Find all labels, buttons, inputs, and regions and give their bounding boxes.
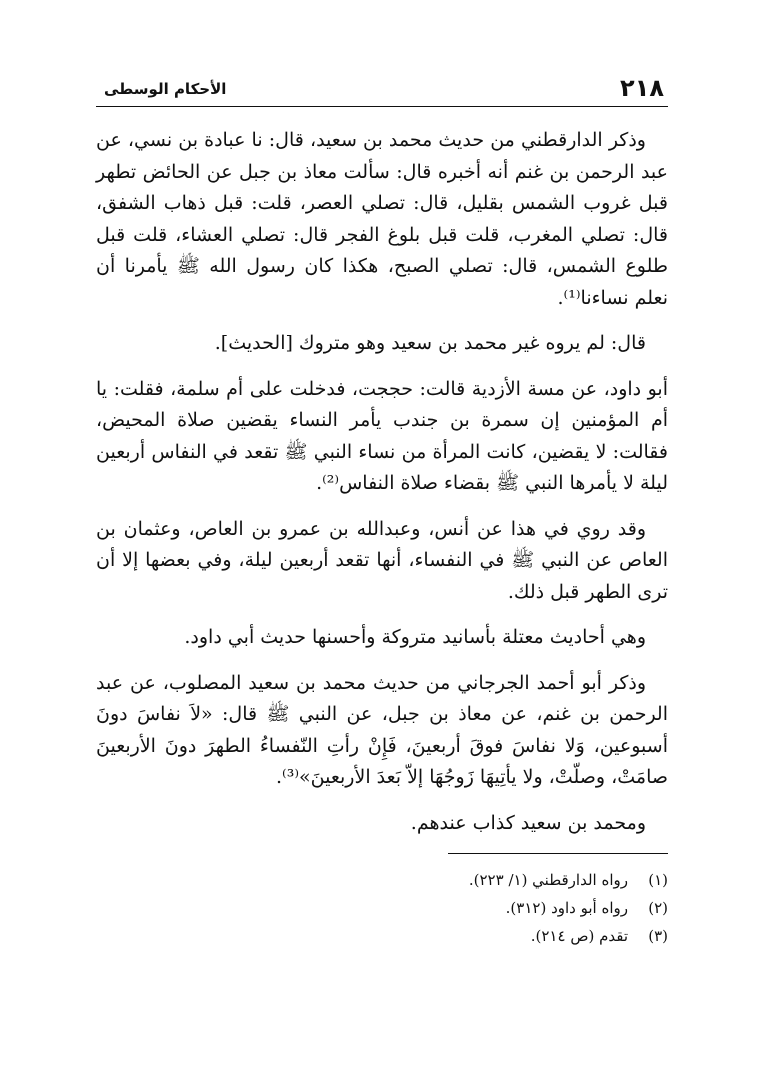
footnote-number: (٣)	[648, 927, 668, 945]
page-number: ٢١٨	[620, 74, 664, 102]
running-title: الأحكام الوسطى	[104, 80, 227, 98]
footnote-item	[96, 922, 668, 950]
page-header	[96, 62, 668, 107]
paragraph-other-narrations: وقد روي في هذا عن أنس، وعبدالله بن عمرو بن العاص، وعثمان بن العاص عن النبي ﷺ في النفساء، أنها تقعد أربعين ليلة، وفي بعضها إلا أن ترى الطهر قبل ذلك.	[96, 517, 668, 603]
paragraph-verdict: ومحمد بن سعيد كذاب عندهم.	[410, 811, 646, 834]
paragraph-daraqutni: وذكر الدارقطني من حديث محمد بن سعيد، قال: نا عبادة بن نسي، عن عبد الرحمن بن غنم أنه أخبره قال: سألت معاذ بن جبل عن الحائض تطهر قبل غروب الشمس بقليل، قال: تصلي العصر، قلت: قبل ذهاب الشفق، قال: تصلي المغرب، قلت قبل بلوغ الفجر قال: تصلي العشاء، قلت قبل طلوع الشمس، قال: تصلي الصبح، هكذا كان رسول الله ﷺ يأمرنا أن نعلم نساءنا⁽¹⁾.	[96, 129, 668, 309]
book-page	[96, 62, 668, 950]
paragraph-weakness: وهي أحاديث معتلة بأسانيد متروكة وأحسنها حديث أبي داود.	[184, 626, 646, 648]
footnote-divider	[448, 853, 668, 854]
footnote-number: (١)	[648, 871, 668, 889]
footnote-text: رواه الدارقطني (١/ ٢٢٣).	[468, 871, 628, 889]
footnotes	[96, 853, 668, 950]
footnote-item	[96, 894, 668, 922]
footnote-text: تقدم (ص ٢١٤).	[530, 927, 628, 945]
body-text	[96, 125, 668, 839]
paragraph-abu-dawud: أبو داود، عن مسة الأزدية قالت: حججت، فدخلت على أم سلمة، فقلت: يا أم المؤمنين إن سمرة بن جندب يأمر النساء يقضين صلاة المحيض، فقالت: لا يقضين، كانت المرأة من نساء النبي ﷺ تقعد في النفاس أربعين ليلة لا يأمرها النبي ﷺ بقضاء صلاة النفاس⁽²⁾.	[96, 377, 668, 494]
paragraph-comment: قال: لم يروه غير محمد بن سعيد وهو متروك [الحديث].	[214, 332, 646, 354]
paragraph-jurjani: وذكر أبو أحمد الجرجاني من حديث محمد بن سعيد المصلوب، عن عبد الرحمن بن غنم، عن معاذ بن جبل، عن النبي ﷺ قال: «لاَ نفاسَ دونَ أسبوعين، وَلا نفاسَ فوقَ أربعينَ، فَإِنْ رأتِ النّفساءُ الطهرَ دونَ الأربعينَ صامَتْ، وصلّتْ، ولا يأتِيهَا زَوجُهَا إلاّ بَعدَ الأربعينَ»⁽³⁾.	[96, 671, 668, 788]
footnote-text: رواه أبو داود (٣١٢).	[505, 899, 628, 917]
footnote-item	[96, 866, 668, 894]
footnote-number: (٢)	[648, 899, 668, 917]
